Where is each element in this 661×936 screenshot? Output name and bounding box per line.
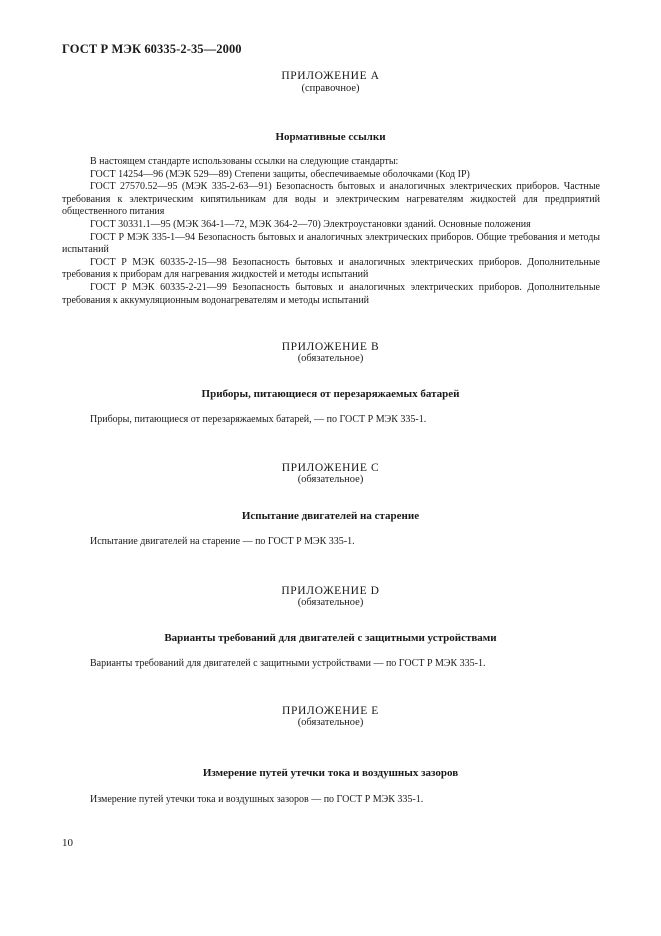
annex-c-label: ПРИЛОЖЕНИЕ C [281,462,380,474]
annex-d-note: (обязательное) [297,597,364,608]
annex-c-title: Испытание двигателей на старение [241,510,420,522]
annex-b-label: ПРИЛОЖЕНИЕ B [281,341,380,353]
annex-d-label: ПРИЛОЖЕНИЕ D [281,585,380,597]
annex-b-note: (обязательное) [297,353,364,364]
annex-a-label: ПРИЛОЖЕНИЕ A [281,70,380,82]
annex-c-note: (обязательное) [297,474,364,485]
annex-c-text: Испытание двигателей на старение — по ГОСТ Р МЭК 335-1. [90,536,355,547]
reference-item: ГОСТ Р МЭК 60335-2-15—98 Безопасность бытовых и аналогичных электрических приборов. Дополнительные требования к приборам для нагревания жидкостей и методы испытаний [62,256,600,281]
annex-d-text: Варианты требований для двигателей с защитными устройствами — по ГОСТ Р МЭК 335-1. [90,658,486,669]
annex-e-title: Измерение путей утечки тока и воздушных зазоров [202,767,459,779]
annex-e-text: Измерение путей утечки тока и воздушных зазоров — по ГОСТ Р МЭК 335-1. [90,794,424,805]
page-number: 10 [62,837,73,849]
reference-item: ГОСТ 30331.1—95 (МЭК 364-1—72, МЭК 364-2—70) Электроустановки зданий. Основные положения [90,218,531,230]
annex-e-note: (обязательное) [297,717,364,728]
annex-e-label: ПРИЛОЖЕНИЕ E [282,705,379,717]
annex-a-note: (справочное) [301,83,360,94]
annex-d-title: Варианты требований для двигателей с защитными устройствами [164,632,497,644]
annex-b-text: Приборы, питающиеся от перезаряжаемых батарей, — по ГОСТ Р МЭК 335-1. [90,414,427,425]
reference-item: ГОСТ Р МЭК 335-1—94 Безопасность бытовых и аналогичных электрических приборов. Общие требования и методы испытаний [62,231,600,256]
reference-item: ГОСТ 27570.52—95 (МЭК 335-2-63—91) Безопасность бытовых и аналогичных электрических приборов. Частные требования к электрическим кипятильникам для воды и электрическим нагревателям жидкостей для предприятий общественного питания [62,181,600,218]
annex-a-references [62,156,600,307]
annex-a-intro: В настоящем стандарте использованы ссылки на следующие стандарты: [90,156,399,167]
reference-item: ГОСТ Р МЭК 60335-2-21—99 Безопасность бытовых и аналогичных электрических приборов. Дополнительные требования к аккумуляционным водонагревателям и методы испытаний [62,281,600,306]
document-code-header: ГОСТ Р МЭК 60335-2-35—2000 [62,42,242,56]
reference-item: ГОСТ 14254—96 (МЭК 529—89) Степени защиты, обеспечиваемые оболочками (Код IP) [90,168,470,180]
annex-b-title: Приборы, питающиеся от перезаряжаемых батарей [201,388,460,400]
annex-a-title: Нормативные ссылки [275,131,386,143]
